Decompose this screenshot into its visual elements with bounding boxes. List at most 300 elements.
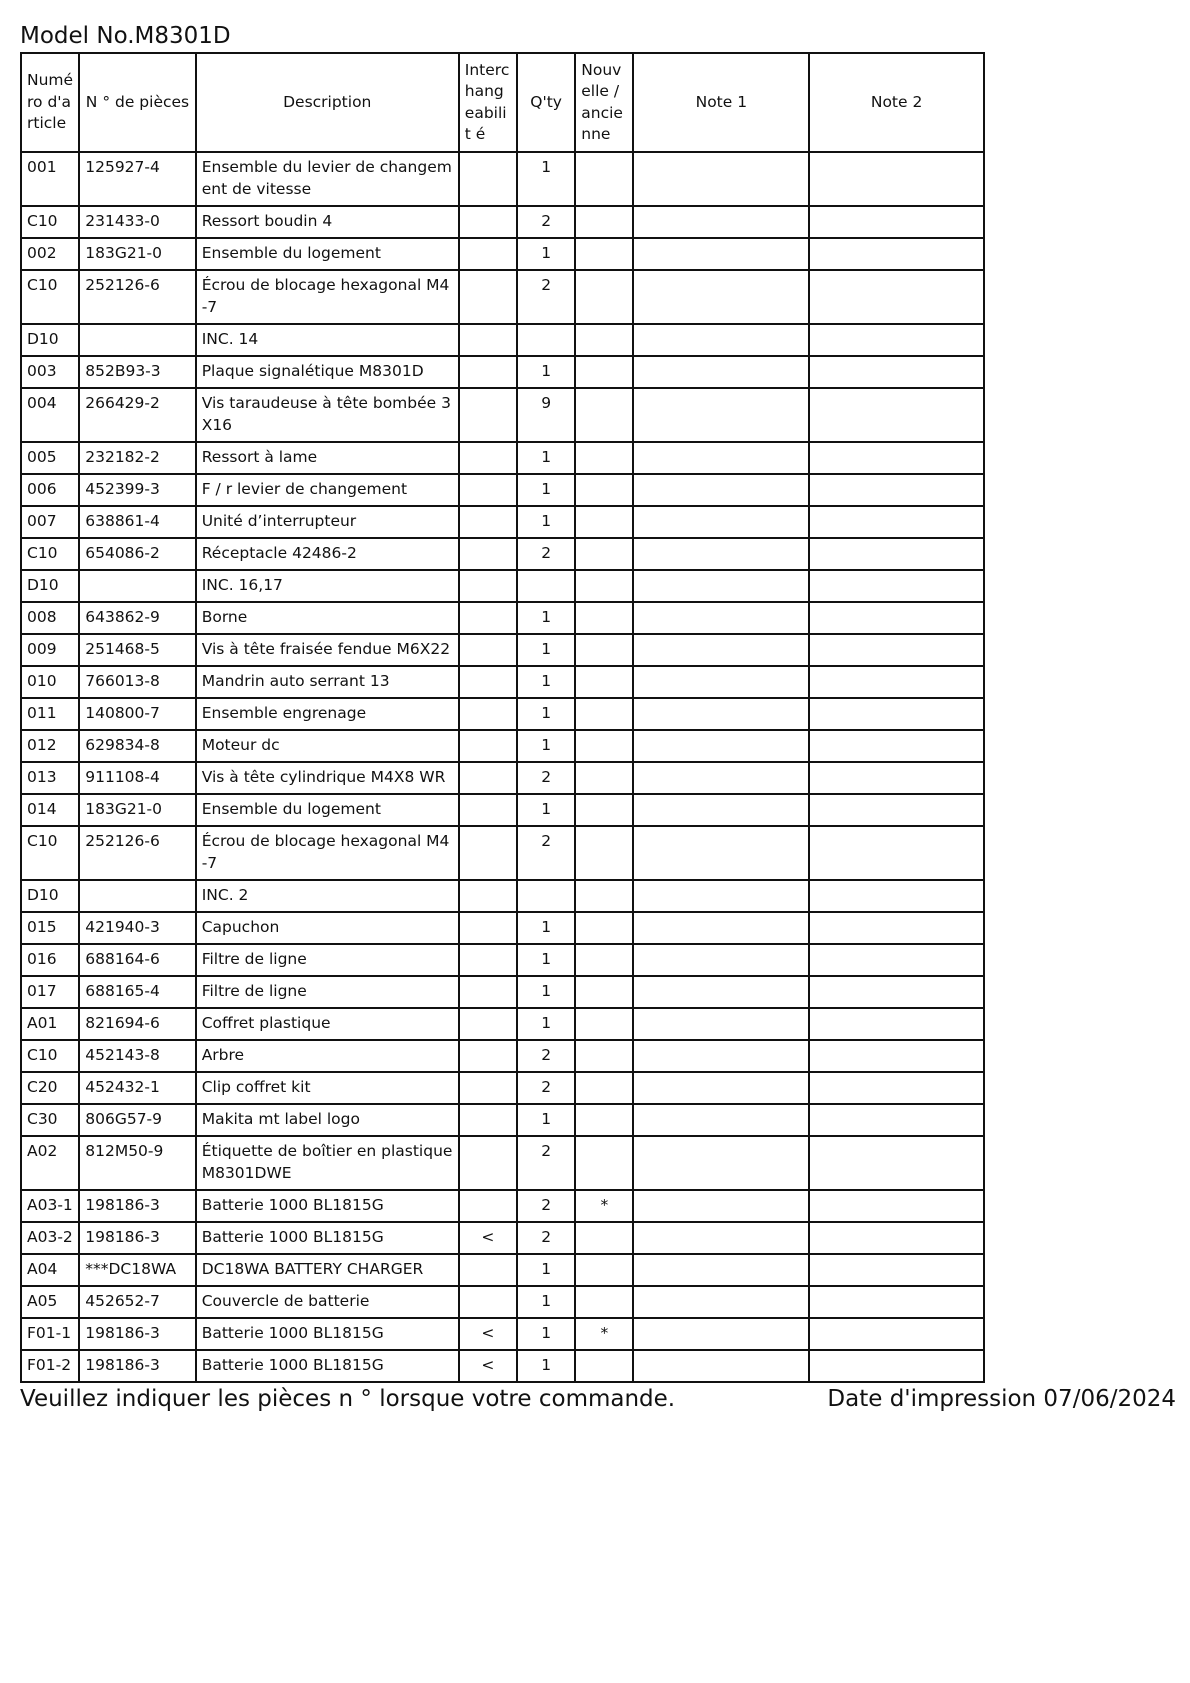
cell-note-1: [633, 1286, 809, 1318]
cell-new-old: [575, 356, 633, 388]
table-row: [21, 1222, 984, 1254]
cell-new-old: *: [575, 1190, 633, 1222]
header-new-old: Nouv elle / ancie nne: [575, 53, 633, 152]
cell-quantity: 1: [517, 238, 575, 270]
cell-part-number: 252126-6: [79, 270, 195, 324]
cell-note-1: [633, 506, 809, 538]
cell-new-old: [575, 442, 633, 474]
cell-note-2: [809, 388, 984, 442]
cell-interchangeability: [459, 826, 517, 880]
cell-part-number: 643862-9: [79, 602, 195, 634]
cell-quantity: 1: [517, 730, 575, 762]
cell-note-2: [809, 1318, 984, 1350]
cell-part-number: 421940-3: [79, 912, 195, 944]
cell-new-old: [575, 730, 633, 762]
table-row: [21, 538, 984, 570]
cell-new-old: [575, 206, 633, 238]
table-row: [21, 880, 984, 912]
cell-new-old: [575, 1072, 633, 1104]
table-row: [21, 324, 984, 356]
cell-quantity: 2: [517, 1072, 575, 1104]
cell-new-old: [575, 794, 633, 826]
cell-note-2: [809, 356, 984, 388]
cell-note-1: [633, 1222, 809, 1254]
cell-interchangeability: [459, 1008, 517, 1040]
cell-note-1: [633, 442, 809, 474]
cell-note-2: [809, 976, 984, 1008]
header-item-number: Numé ro d'a rticle: [21, 53, 79, 152]
cell-new-old: [575, 762, 633, 794]
header-row: [21, 53, 984, 152]
table-row: [21, 762, 984, 794]
cell-new-old: *: [575, 1318, 633, 1350]
cell-note-1: [633, 880, 809, 912]
cell-note-1: [633, 826, 809, 880]
cell-part-number: 806G57-9: [79, 1104, 195, 1136]
cell-item-number: 002: [21, 238, 79, 270]
cell-item-number: C10: [21, 538, 79, 570]
cell-interchangeability: [459, 206, 517, 238]
cell-item-number: C10: [21, 1040, 79, 1072]
cell-note-2: [809, 1254, 984, 1286]
cell-note-1: [633, 912, 809, 944]
cell-description: Mandrin auto serrant 13: [196, 666, 459, 698]
cell-item-number: A02: [21, 1136, 79, 1190]
cell-note-2: [809, 324, 984, 356]
table-row: [21, 1190, 984, 1222]
cell-note-2: [809, 238, 984, 270]
table-row: [21, 1104, 984, 1136]
cell-description: Ressort boudin 4: [196, 206, 459, 238]
cell-note-1: [633, 1190, 809, 1222]
cell-description: Ressort à lame: [196, 442, 459, 474]
cell-new-old: [575, 388, 633, 442]
cell-quantity: 1: [517, 602, 575, 634]
cell-description: Borne: [196, 602, 459, 634]
table-row: [21, 602, 984, 634]
cell-interchangeability: [459, 1040, 517, 1072]
cell-description: Plaque signalétique M8301D: [196, 356, 459, 388]
table-row: [21, 698, 984, 730]
cell-new-old: [575, 912, 633, 944]
cell-item-number: C20: [21, 1072, 79, 1104]
cell-note-1: [633, 698, 809, 730]
cell-part-number: 688164-6: [79, 944, 195, 976]
table-row: [21, 474, 984, 506]
cell-item-number: 011: [21, 698, 79, 730]
cell-interchangeability: [459, 880, 517, 912]
cell-quantity: 2: [517, 538, 575, 570]
cell-new-old: [575, 1136, 633, 1190]
cell-interchangeability: [459, 442, 517, 474]
table-row: [21, 206, 984, 238]
cell-note-1: [633, 944, 809, 976]
cell-part-number: 766013-8: [79, 666, 195, 698]
cell-interchangeability: [459, 1286, 517, 1318]
table-row: [21, 388, 984, 442]
cell-new-old: [575, 602, 633, 634]
table-row: [21, 506, 984, 538]
cell-description: Ensemble du levier de changement de vitesse: [196, 152, 459, 206]
cell-part-number: 183G21-0: [79, 238, 195, 270]
cell-note-2: [809, 1136, 984, 1190]
cell-item-number: D10: [21, 880, 79, 912]
cell-new-old: [575, 698, 633, 730]
cell-item-number: 010: [21, 666, 79, 698]
cell-interchangeability: [459, 538, 517, 570]
cell-interchangeability: <: [459, 1222, 517, 1254]
cell-note-2: [809, 474, 984, 506]
cell-part-number: 198186-3: [79, 1318, 195, 1350]
cell-interchangeability: [459, 634, 517, 666]
cell-part-number: 452432-1: [79, 1072, 195, 1104]
cell-item-number: 014: [21, 794, 79, 826]
cell-interchangeability: [459, 270, 517, 324]
order-note: Veuillez indiquer les pièces n ° lorsque votre commande.: [20, 1386, 676, 1412]
cell-note-2: [809, 1040, 984, 1072]
table-row: [21, 634, 984, 666]
cell-note-1: [633, 238, 809, 270]
cell-description: INC. 14: [196, 324, 459, 356]
cell-new-old: [575, 1040, 633, 1072]
cell-description: F / r levier de changement: [196, 474, 459, 506]
cell-interchangeability: [459, 238, 517, 270]
cell-note-2: [809, 152, 984, 206]
cell-item-number: A01: [21, 1008, 79, 1040]
document-title: Model No.M8301D: [20, 23, 231, 49]
cell-description: Batterie 1000 BL1815G: [196, 1222, 459, 1254]
cell-interchangeability: [459, 602, 517, 634]
cell-note-2: [809, 206, 984, 238]
table-row: [21, 1136, 984, 1190]
cell-quantity: 1: [517, 1350, 575, 1382]
cell-quantity: 2: [517, 1190, 575, 1222]
cell-part-number: 629834-8: [79, 730, 195, 762]
table-row: [21, 944, 984, 976]
cell-description: Ensemble du logement: [196, 238, 459, 270]
cell-item-number: C30: [21, 1104, 79, 1136]
cell-description: Vis à tête fraisée fendue M6X22: [196, 634, 459, 666]
cell-item-number: A03-2: [21, 1222, 79, 1254]
cell-description: Batterie 1000 BL1815G: [196, 1190, 459, 1222]
cell-quantity: 1: [517, 1104, 575, 1136]
cell-item-number: 005: [21, 442, 79, 474]
cell-quantity: [517, 880, 575, 912]
cell-quantity: 1: [517, 1008, 575, 1040]
cell-note-2: [809, 666, 984, 698]
cell-new-old: [575, 506, 633, 538]
header-note-1: Note 1: [633, 53, 809, 152]
cell-new-old: [575, 826, 633, 880]
cell-note-2: [809, 1104, 984, 1136]
cell-note-2: [809, 944, 984, 976]
cell-item-number: 008: [21, 602, 79, 634]
cell-item-number: A04: [21, 1254, 79, 1286]
cell-quantity: 1: [517, 944, 575, 976]
cell-note-1: [633, 538, 809, 570]
cell-part-number: 452399-3: [79, 474, 195, 506]
cell-note-2: [809, 1286, 984, 1318]
cell-interchangeability: [459, 666, 517, 698]
cell-note-1: [633, 634, 809, 666]
cell-note-2: [809, 1222, 984, 1254]
table-row: [21, 976, 984, 1008]
cell-item-number: 004: [21, 388, 79, 442]
cell-new-old: [575, 570, 633, 602]
cell-interchangeability: [459, 1072, 517, 1104]
cell-description: Makita mt label logo: [196, 1104, 459, 1136]
cell-quantity: [517, 570, 575, 602]
cell-interchangeability: [459, 1136, 517, 1190]
table-row: [21, 270, 984, 324]
cell-part-number: 654086-2: [79, 538, 195, 570]
cell-description: Capuchon: [196, 912, 459, 944]
cell-note-2: [809, 634, 984, 666]
cell-new-old: [575, 1104, 633, 1136]
cell-description: Couvercle de batterie: [196, 1286, 459, 1318]
cell-note-1: [633, 388, 809, 442]
cell-description: Écrou de blocage hexagonal M4-7: [196, 826, 459, 880]
cell-new-old: [575, 880, 633, 912]
cell-item-number: A03-1: [21, 1190, 79, 1222]
table-row: [21, 1318, 984, 1350]
cell-new-old: [575, 634, 633, 666]
table-row: [21, 1072, 984, 1104]
cell-item-number: 003: [21, 356, 79, 388]
cell-part-number: 638861-4: [79, 506, 195, 538]
cell-quantity: 1: [517, 794, 575, 826]
parts-table-body: [21, 152, 984, 1382]
cell-quantity: 1: [517, 634, 575, 666]
cell-note-1: [633, 1104, 809, 1136]
cell-note-1: [633, 206, 809, 238]
cell-quantity: 2: [517, 826, 575, 880]
cell-note-1: [633, 1350, 809, 1382]
cell-interchangeability: [459, 324, 517, 356]
cell-description: Vis taraudeuse à tête bombée 3X16: [196, 388, 459, 442]
table-row: [21, 794, 984, 826]
cell-quantity: 1: [517, 152, 575, 206]
cell-quantity: 1: [517, 506, 575, 538]
cell-description: DC18WA BATTERY CHARGER: [196, 1254, 459, 1286]
cell-new-old: [575, 1222, 633, 1254]
cell-interchangeability: [459, 976, 517, 1008]
cell-quantity: 2: [517, 206, 575, 238]
cell-item-number: 013: [21, 762, 79, 794]
cell-quantity: 1: [517, 442, 575, 474]
cell-note-1: [633, 1072, 809, 1104]
cell-note-2: [809, 506, 984, 538]
table-row: [21, 152, 984, 206]
cell-part-number: 232182-2: [79, 442, 195, 474]
cell-part-number: 198186-3: [79, 1350, 195, 1382]
cell-part-number: [79, 570, 195, 602]
table-row: [21, 826, 984, 880]
cell-quantity: 2: [517, 1222, 575, 1254]
table-row: [21, 1008, 984, 1040]
cell-item-number: C10: [21, 270, 79, 324]
cell-part-number: 266429-2: [79, 388, 195, 442]
cell-part-number: 911108-4: [79, 762, 195, 794]
table-row: [21, 238, 984, 270]
cell-new-old: [575, 976, 633, 1008]
cell-note-2: [809, 570, 984, 602]
cell-note-1: [633, 1254, 809, 1286]
cell-interchangeability: [459, 762, 517, 794]
cell-item-number: 009: [21, 634, 79, 666]
cell-quantity: 1: [517, 474, 575, 506]
cell-quantity: 9: [517, 388, 575, 442]
cell-interchangeability: [459, 794, 517, 826]
cell-interchangeability: [459, 506, 517, 538]
cell-interchangeability: <: [459, 1350, 517, 1382]
cell-note-1: [633, 1136, 809, 1190]
cell-interchangeability: [459, 1190, 517, 1222]
table-row: [21, 730, 984, 762]
cell-interchangeability: [459, 944, 517, 976]
cell-new-old: [575, 1008, 633, 1040]
cell-quantity: 1: [517, 976, 575, 1008]
cell-description: INC. 2: [196, 880, 459, 912]
cell-part-number: 452652-7: [79, 1286, 195, 1318]
cell-interchangeability: [459, 698, 517, 730]
cell-quantity: [517, 324, 575, 356]
cell-note-2: [809, 270, 984, 324]
cell-description: INC. 16,17: [196, 570, 459, 602]
cell-part-number: 140800-7: [79, 698, 195, 730]
cell-quantity: 1: [517, 1254, 575, 1286]
cell-new-old: [575, 1286, 633, 1318]
cell-note-1: [633, 1008, 809, 1040]
cell-note-2: [809, 1190, 984, 1222]
cell-note-1: [633, 1318, 809, 1350]
cell-description: Filtre de ligne: [196, 976, 459, 1008]
cell-item-number: D10: [21, 324, 79, 356]
cell-item-number: D10: [21, 570, 79, 602]
cell-new-old: [575, 270, 633, 324]
cell-new-old: [575, 1350, 633, 1382]
cell-note-1: [633, 794, 809, 826]
cell-description: Vis à tête cylindrique M4X8 WR: [196, 762, 459, 794]
cell-part-number: 852B93-3: [79, 356, 195, 388]
cell-note-1: [633, 474, 809, 506]
cell-item-number: F01-1: [21, 1318, 79, 1350]
cell-new-old: [575, 666, 633, 698]
cell-note-2: [809, 794, 984, 826]
cell-description: Ensemble du logement: [196, 794, 459, 826]
cell-interchangeability: [459, 1104, 517, 1136]
table-row: [21, 356, 984, 388]
cell-description: Écrou de blocage hexagonal M4-7: [196, 270, 459, 324]
cell-interchangeability: [459, 388, 517, 442]
cell-note-2: [809, 602, 984, 634]
cell-interchangeability: [459, 912, 517, 944]
cell-item-number: A05: [21, 1286, 79, 1318]
cell-note-2: [809, 762, 984, 794]
cell-description: Unité d’interrupteur: [196, 506, 459, 538]
cell-note-2: [809, 538, 984, 570]
cell-note-2: [809, 730, 984, 762]
cell-part-number: 252126-6: [79, 826, 195, 880]
cell-quantity: 1: [517, 1286, 575, 1318]
cell-part-number: 231433-0: [79, 206, 195, 238]
cell-part-number: 821694-6: [79, 1008, 195, 1040]
cell-interchangeability: [459, 474, 517, 506]
cell-quantity: 2: [517, 270, 575, 324]
cell-part-number: 198186-3: [79, 1222, 195, 1254]
cell-item-number: 001: [21, 152, 79, 206]
cell-item-number: 006: [21, 474, 79, 506]
cell-note-1: [633, 1040, 809, 1072]
cell-note-2: [809, 880, 984, 912]
cell-note-2: [809, 698, 984, 730]
cell-interchangeability: <: [459, 1318, 517, 1350]
cell-description: Batterie 1000 BL1815G: [196, 1350, 459, 1382]
cell-quantity: 1: [517, 698, 575, 730]
cell-part-number: ***DC18WA: [79, 1254, 195, 1286]
cell-interchangeability: [459, 152, 517, 206]
cell-note-2: [809, 442, 984, 474]
cell-new-old: [575, 152, 633, 206]
header-part-number: N ° de pièces: [79, 53, 195, 152]
cell-part-number: 198186-3: [79, 1190, 195, 1222]
cell-quantity: 1: [517, 666, 575, 698]
cell-quantity: 1: [517, 356, 575, 388]
cell-note-2: [809, 912, 984, 944]
cell-item-number: C10: [21, 206, 79, 238]
cell-quantity: 1: [517, 1318, 575, 1350]
table-row: [21, 1286, 984, 1318]
cell-item-number: F01-2: [21, 1350, 79, 1382]
cell-interchangeability: [459, 1254, 517, 1286]
cell-note-1: [633, 270, 809, 324]
cell-note-2: [809, 1008, 984, 1040]
cell-note-1: [633, 762, 809, 794]
parts-table: [20, 52, 985, 1383]
cell-new-old: [575, 944, 633, 976]
cell-item-number: 015: [21, 912, 79, 944]
table-row: [21, 570, 984, 602]
cell-quantity: 2: [517, 762, 575, 794]
cell-description: Étiquette de boîtier en plastique M8301DWE: [196, 1136, 459, 1190]
cell-description: Coffret plastique: [196, 1008, 459, 1040]
table-row: [21, 1040, 984, 1072]
cell-item-number: 017: [21, 976, 79, 1008]
cell-note-2: [809, 1350, 984, 1382]
cell-description: Réceptacle 42486-2: [196, 538, 459, 570]
cell-new-old: [575, 1254, 633, 1286]
cell-interchangeability: [459, 730, 517, 762]
cell-description: Arbre: [196, 1040, 459, 1072]
cell-new-old: [575, 474, 633, 506]
cell-part-number: 125927-4: [79, 152, 195, 206]
header-quantity: Q'ty: [517, 53, 575, 152]
header-description: Description: [196, 53, 459, 152]
table-row: [21, 666, 984, 698]
table-row: [21, 912, 984, 944]
cell-note-1: [633, 730, 809, 762]
cell-note-2: [809, 826, 984, 880]
cell-note-1: [633, 570, 809, 602]
table-row: [21, 442, 984, 474]
print-date: Date d'impression 07/06/2024: [827, 1386, 1176, 1412]
cell-new-old: [575, 538, 633, 570]
cell-item-number: 016: [21, 944, 79, 976]
cell-quantity: 2: [517, 1040, 575, 1072]
cell-quantity: 1: [517, 912, 575, 944]
cell-description: Batterie 1000 BL1815G: [196, 1318, 459, 1350]
cell-description: Moteur dc: [196, 730, 459, 762]
